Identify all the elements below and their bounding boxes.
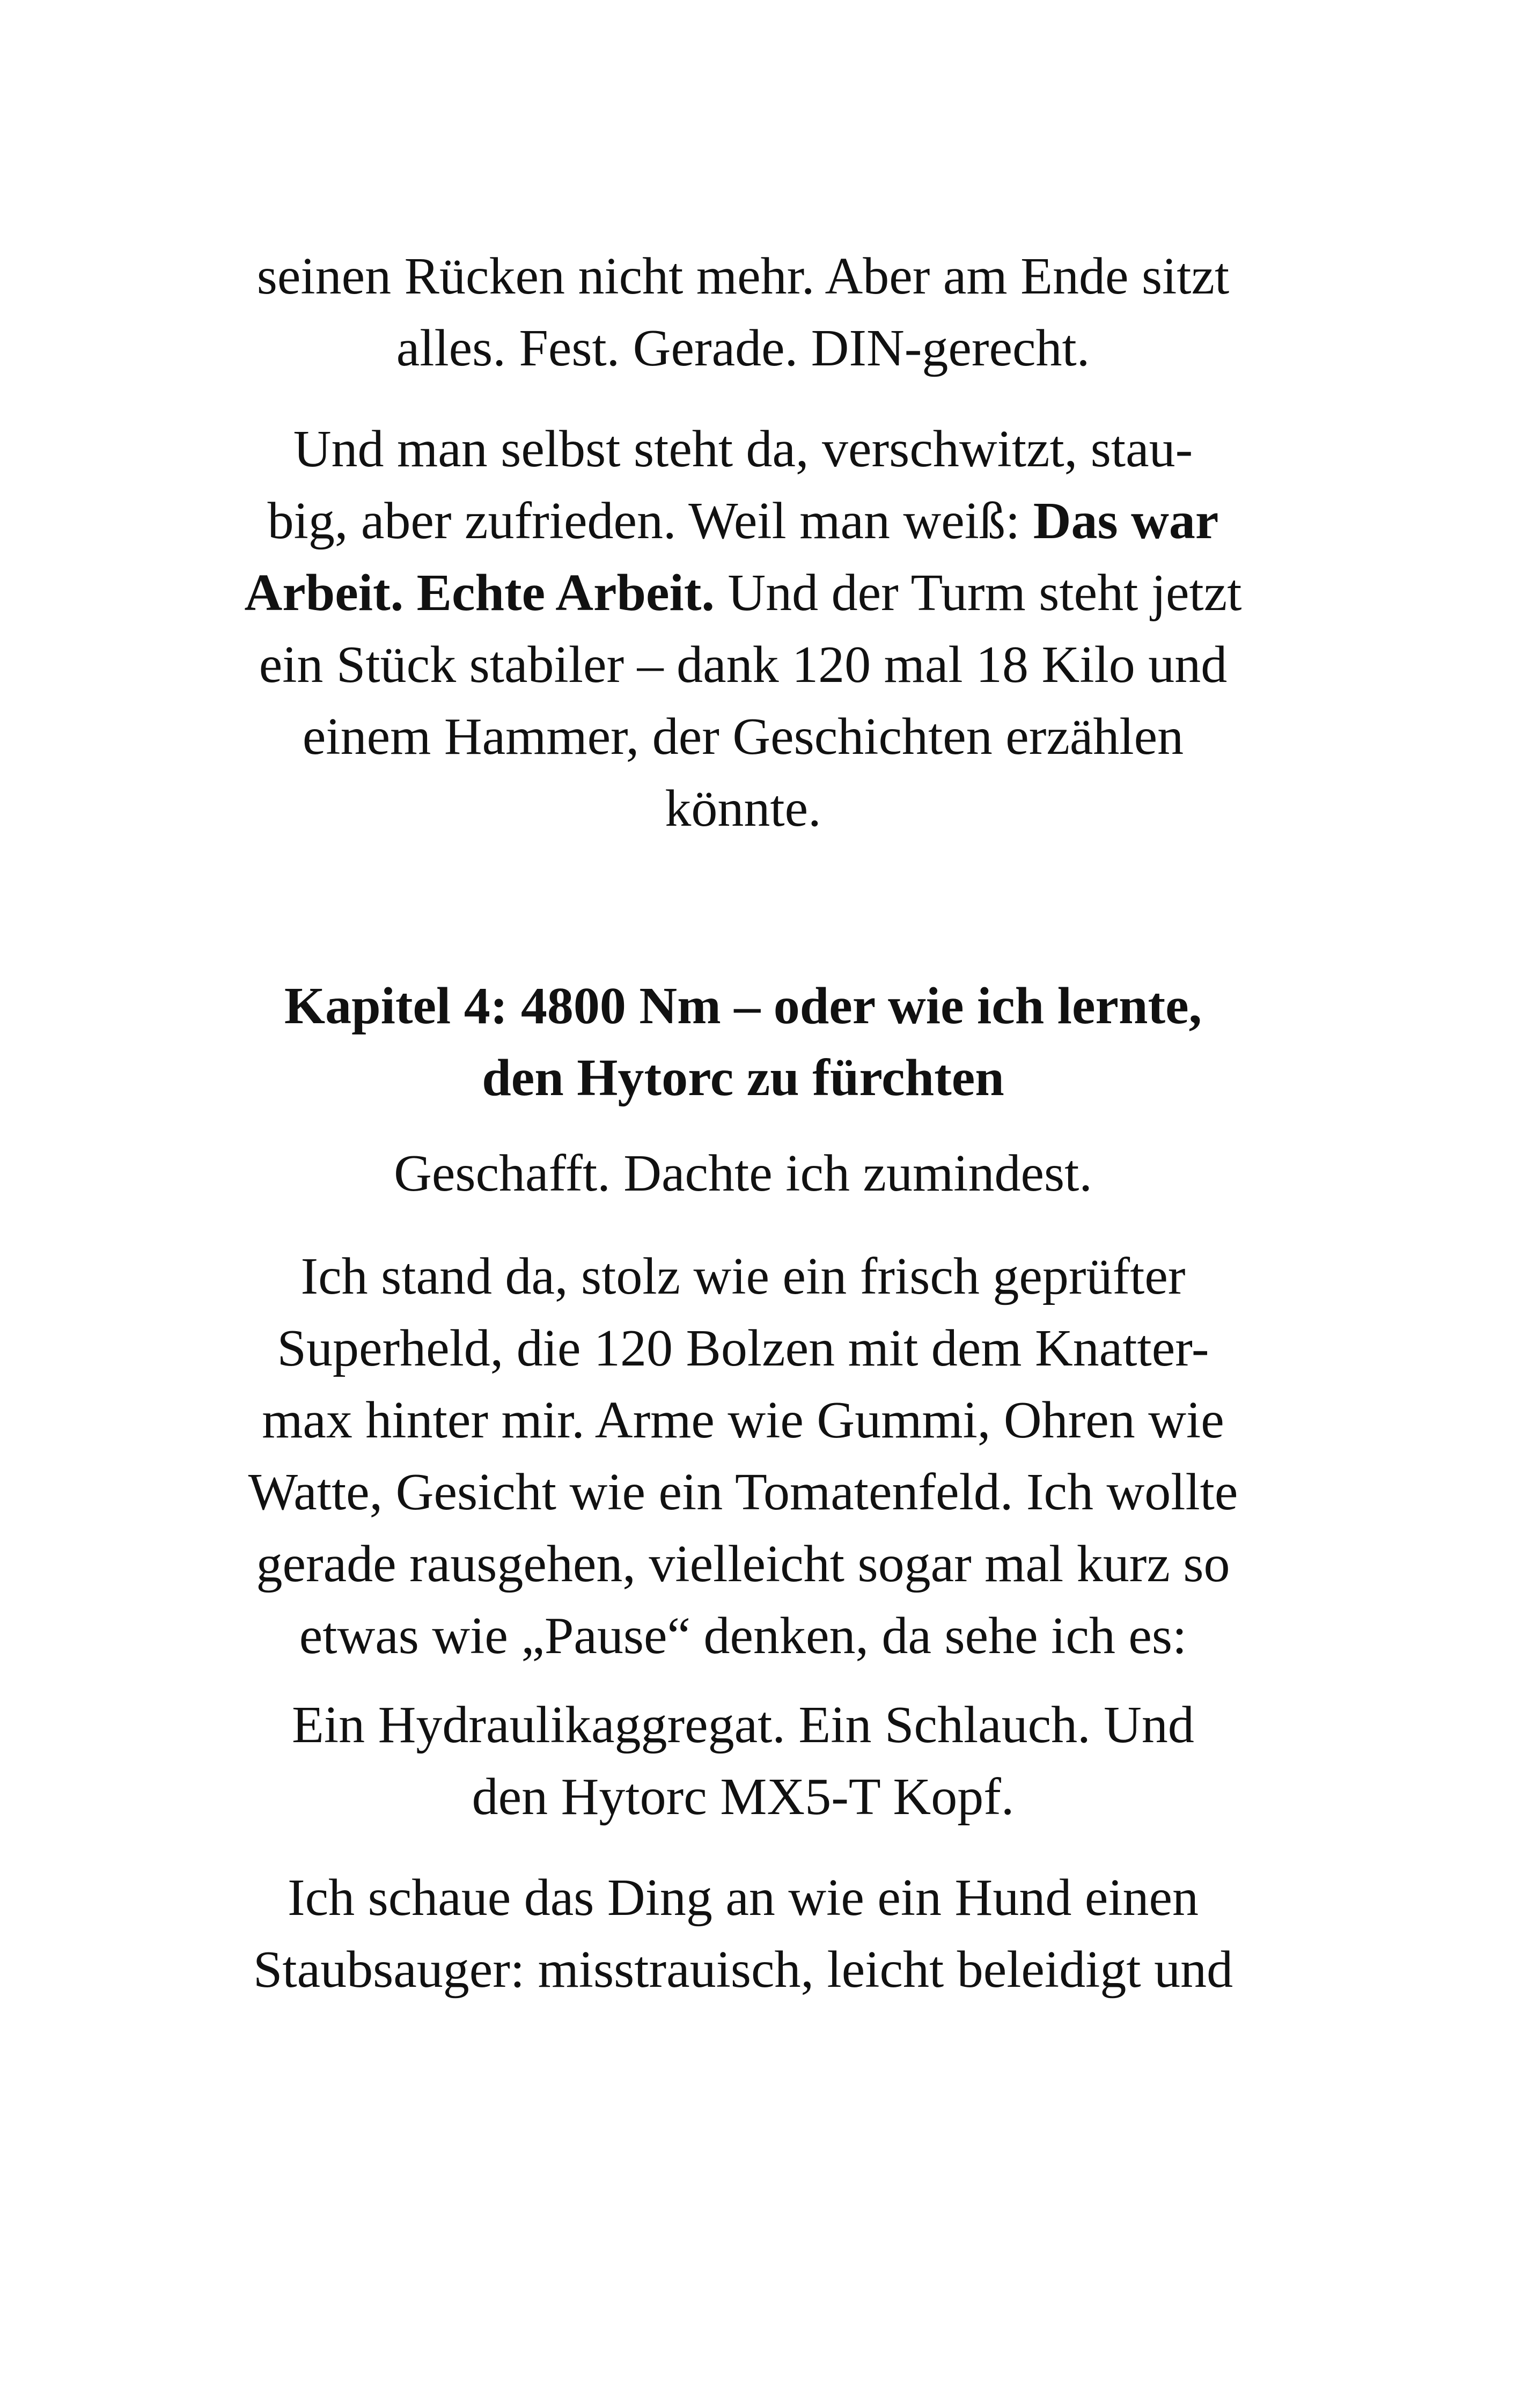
text-run: Und der Turm steht jetzt: [714, 564, 1242, 622]
paragraph-5: [185, 1689, 1301, 1833]
paragraph-line: [185, 557, 1301, 629]
paragraph-line: ein Stück stabiler – dank 120 mal 18 Kilo und: [259, 636, 1228, 694]
paragraph-line: Superheld, die 120 Bolzen mit dem Knatter-: [277, 1319, 1209, 1377]
paragraph-line: seinen Rücken nicht mehr. Aber am Ende sitzt: [256, 247, 1230, 305]
paragraph-line: alles. Fest. Gerade. DIN-gerecht.: [396, 319, 1090, 377]
paragraph-line: Ich schaue das Ding an wie ein Hund einen: [287, 1869, 1199, 1927]
paragraph-line: Staubsauger: misstrauisch, leicht beleidigt und: [253, 1941, 1233, 1999]
paragraph-2: [185, 413, 1301, 845]
paragraph-1: [185, 240, 1301, 384]
paragraph-6: [185, 1862, 1301, 2006]
paragraph-4: [185, 1240, 1301, 1672]
chapter-heading: [185, 970, 1301, 1114]
paragraph-line: etwas wie „Pause“ denken, da sehe ich es:: [299, 1607, 1187, 1665]
paragraph-line: könnte.: [665, 780, 821, 838]
paragraph-line: [185, 485, 1301, 557]
paragraph-line: den Hytorc MX5-T Kopf.: [472, 1768, 1015, 1826]
paragraph-line: Ein Hydraulikaggregat. Ein Schlauch. Und: [292, 1696, 1194, 1754]
paragraph-3: [185, 1137, 1301, 1209]
text-run: big, aber zufrieden. Weil man weiß:: [267, 492, 1033, 550]
paragraph-line: gerade rausgehen, vielleicht sogar mal kurz so: [256, 1535, 1230, 1593]
bold-text-run: Das war: [1033, 492, 1219, 550]
heading-line: den Hytorc zu fürchten: [482, 1049, 1004, 1107]
paragraph-line: max hinter mir. Arme wie Gummi, Ohren wie: [262, 1391, 1224, 1449]
paragraph-line: Und man selbst steht da, verschwitzt, stau-: [293, 420, 1193, 478]
paragraph-line: einem Hammer, der Geschichten erzählen: [302, 708, 1184, 766]
heading-line: Kapitel 4: 4800 Nm – oder wie ich lernte,: [284, 977, 1202, 1035]
paragraph-line: Watte, Gesicht wie ein Tomatenfeld. Ich wollte: [248, 1463, 1238, 1521]
bold-text-run: Arbeit. Echte Arbeit.: [244, 564, 715, 622]
paragraph-line: Ich stand da, stolz wie ein frisch geprüfter: [300, 1247, 1186, 1305]
paragraph-line: Geschafft. Dachte ich zumindest.: [394, 1144, 1092, 1202]
